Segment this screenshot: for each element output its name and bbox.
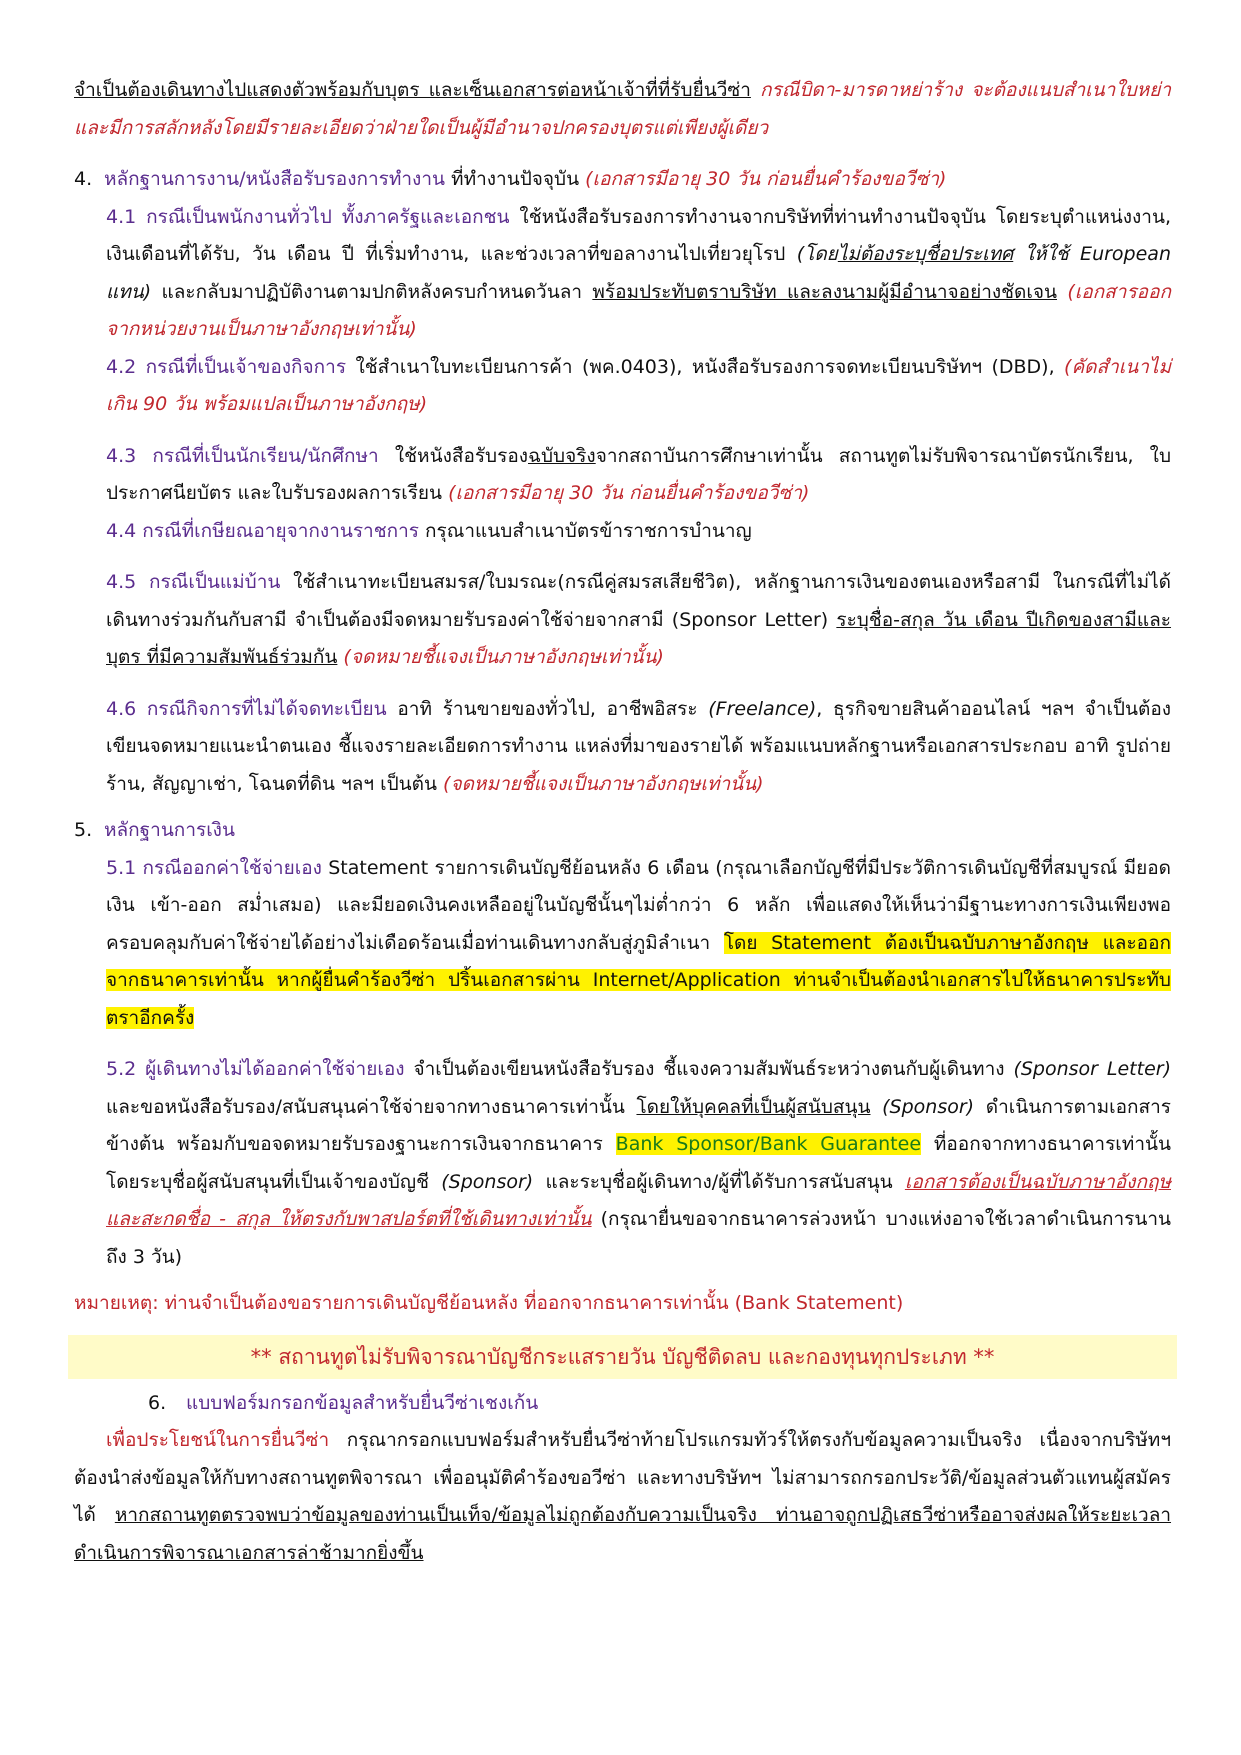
section-6-warning: หากสถานทูตตรวจพบว่าข้อมูลของท่านเป็นเท็จ/ข้อมูลไม่ถูกต้องกับความเป็นจริง ท่านอาจถูกปฏิเสธวีซ่าหรืออาจส่งผลให้ระยะเวลาดำเนินการพิจารณาเอกสารล่าช้ามากยิ่งขึ้น xyxy=(74,1504,1172,1564)
embassy-notice-box: ** สถานทูตไม่รับพิจารณาบัญชีกระแสรายวัน บัญชีติดลบ และกองทุนทุกประเภท ** xyxy=(68,1335,1177,1379)
item-5-1-highlight: โดย Statement ต้องเป็นฉบับภาษาอังกฤษ และออกจากธนาคารเท่านั้น หากผู้ยื่นคำร้องวีซ่า ปริ้นเอกสารผ่าน Internet/Application ท่านจำเป็นต้องนำเอกสารไปให้ธนาคารประทับตราอีกครั้ง xyxy=(106,931,1171,1029)
item-4-3-label: 4.3 กรณีที่เป็นนักเรียน/นักศึกษา xyxy=(106,444,379,467)
remark-line: หมายเหตุ: ท่านจำเป็นต้องขอรายการเดินบัญชีย้อนหลัง ที่ออกจากธนาคารเท่านั้น (Bank Statement) xyxy=(74,1292,904,1314)
section-6-title: แบบฟอร์มกรอกข้อมูลสำหรับยื่นวีซ่าเชงเก้น xyxy=(186,1391,539,1414)
section-5-heading xyxy=(74,812,1171,850)
section-6-number: 6. xyxy=(148,1391,167,1414)
item-5-1: 5.1 กรณีออกค่าใช้จ่ายเอง Statement รายการเดินบัญชีย้อนหลัง 6 เดือน (กรุณาเลือกบัญชีที่มีประวัติการเดินบัญชีที่สมบูรณ์ มียอดเงิน เข้า-ออก สม่ำเสมอ) และมียอดเงินคงเหลืออยู่ในบัญชีนั้นๆไม่ต่ำกว่า 6 หลัก เพื่อแสดงให้เห็นว่ามีฐานะทางการเงินเพียงพอ ครอบคลุมกับค่าใช้จ่ายได้อย่างไม่เดือดร้อนเมื่อท่านเดินทางกลับสู่ภูมิลำเนา โดย Statement ต้องเป็นฉบับภาษาอังกฤษ และออกจากธนาคารเท่านั้น หากผู้ยื่นคำร้องวีซ่า ปริ้นเอกสารผ่าน Internet/Application ท่านจำเป็นต้องนำเอกสารไปให้ธนาคารประทับตราอีกครั้ง xyxy=(106,856,1171,1029)
item-4-4: 4.4 กรณีที่เกษียณอายุจากงานราชการ กรุณาแนบสำเนาบัตรข้าราชการบำนาญ xyxy=(106,519,752,542)
section-6-paragraph: เพื่อประโยชน์ในการยื่นวีซ่า กรุณากรอกแบบฟอร์มสำหรับยื่นวีซ่าท้ายโปรแกรมทัวร์ให้ตรงกับข้อมูลความเป็นจริง เนื่องจากบริษัทฯ ต้องนำส่งข้อมูลให้กับทางสถานทูตพิจารณา เพื่ออนุมัติคำร้องขอวีซ่า และทางบริษัทฯ ไม่สามารถกรอกประวัติ/ข้อมูลส่วนตัวแทนผู้สมัครได้ หากสถานทูตตรวจพบว่าข้อมูลของท่านเป็นเท็จ/ข้อมูลไม่ถูกต้องกับความเป็นจริง ท่านอาจถูกปฏิเสธวีซ่าหรืออาจส่งผลให้ระยะเวลาดำเนินการพิจารณาเอกสารล่าช้ามากยิ่งขึ้น xyxy=(74,1429,1172,1564)
bank-guarantee-highlight: Bank Sponsor/Bank Guarantee xyxy=(615,1133,922,1155)
item-4-6: 4.6 กรณีกิจการที่ไม่ได้จดทะเบียน อาทิ ร้านขายของทั่วไป, อาชีพอิสระ (Freelance), ธุรกิจขายสินค้าออนไลน์ ฯลฯ จำเป็นต้องเขียนจดหมายแนะนำตนเอง ชี้แจงรายละเอียดการทำงาน แหล่งที่มาของรายได้ พร้อมแนบหลักฐานหรือเอกสารประกอบ อาทิ รูปถ่ายร้าน, สัญญาเช่า, โฉนดที่ดิน ฯลฯ เป็นต้น (จดหมายชี้แจงเป็นภาษาอังกฤษเท่านั้น) xyxy=(106,697,1172,795)
passport-name-note: เอกสารต้องเป็นฉบับภาษาอังกฤษ และสะกดชื่อ - สกุล ให้ตรงกับพาสปอร์ตที่ใช้เดินทางเท่านั้น xyxy=(106,1170,1171,1230)
section-6-heading xyxy=(74,1385,1171,1423)
item-4-2-label: 4.2 กรณีที่เป็นเจ้าของกิจการ xyxy=(106,355,347,378)
item-4-5: 4.5 กรณีเป็นแม่บ้าน ใช้สำเนาทะเบียนสมรส/ใบมรณะ(กรณีคู่สมรสเสียชีวิต), หลักฐานการเงินของตนเองหรือสามี ในกรณีที่ไม่ได้เดินทางร่วมกันกับสามี จำเป็นต้องมีจดหมายรับรองค่าใช้จ่ายจากสามี (Sponsor Letter) ระบุชื่อ-สกุล วัน เดือน ปีเกิดของสามีและบุตร ที่มีความสัมพันธ์ร่วมกัน (จดหมายชี้แจงเป็นภาษาอังกฤษเท่านั้น) xyxy=(106,571,1172,668)
section-4-heading: 4. หลักฐานการงาน/หนังสือรับรองการทำงาน ที่ทำงานปัจจุบัน (เอกสารมีอายุ 30 วัน ก่อนยื่นคำร้องขอวีซ่า) xyxy=(74,161,1171,199)
intro-paragraph xyxy=(74,72,1171,147)
item-4-4-label: 4.4 กรณีที่เกษียณอายุจากงานราชการ xyxy=(106,519,419,542)
item-5-1-label: 5.1 กรณีออกค่าใช้จ่ายเอง xyxy=(106,856,322,879)
section-5-title: หลักฐานการเงิน xyxy=(104,819,235,841)
item-4-1: 4.1 กรณีเป็นพนักงานทั่วไป ทั้งภาครัฐและเอกชน ใช้หนังสือรับรองการทำงานจากบริษัทที่ท่านทำงานปัจจุบัน โดยระบุตำแหน่งงาน, เงินเดือนที่ได้รับ, วัน เดือน ปี ที่เริ่มทำงาน, และช่วงเวลาที่ขอลางานไปเที่ยวยุโรป (โดยไม่ต้องระบุชื่อประเทศ ให้ใช้ European แทน) และกลับมาปฏิบัติงานตามปกติหลังครบกำหนดวันลา พร้อมประทับตราบริษัท และลงนามผู้มีอำนาจอย่างชัดเจน (เอกสารออกจากหน่วยงานเป็นภาษาอังกฤษเท่านั้น) xyxy=(106,205,1171,340)
item-4-5-label: 4.5 กรณีเป็นแม่บ้าน xyxy=(106,571,281,593)
section-4-number: 4. xyxy=(74,168,93,190)
section-6-label: เพื่อประโยชน์ในการยื่นวีซ่า xyxy=(106,1429,330,1451)
item-4-3: 4.3 กรณีที่เป็นนักเรียน/นักศึกษา ใช้หนังสือรับรองฉบับจริงจากสถาบันการศึกษาเท่านั้น สถานทูตไม่รับพิจารณาบัตรนักเรียน, ใบประกาศนียบัตร และใบรับรองผลการเรียน (เอกสารมีอายุ 30 วัน ก่อนยื่นคำร้องขอวีซ่า) xyxy=(106,444,1172,504)
item-5-2-label: 5.2 ผู้เดินทางไม่ได้ออกค่าใช้จ่ายเอง xyxy=(106,1058,405,1080)
intro-requirement: จำเป็นต้องเดินทางไปแสดงตัวพร้อมกับบุตร และเซ็นเอกสารต่อหน้าเจ้าที่ที่รับยื่นวีซ่า xyxy=(74,79,751,101)
section-5-number: 5. xyxy=(74,819,93,841)
section-4-title: หลักฐานการงาน/หนังสือรับรองการทำงาน xyxy=(104,168,445,190)
item-4-1-label: 4.1 กรณีเป็นพนักงานทั่วไป ทั้งภาครัฐและเอกชน xyxy=(106,205,510,228)
intro-divorce-note: กรณีบิดา-มารดาหย่าร้าง จะต้องแนบสำเนาใบหย่า และมีการสลักหลังโดยมีรายละเอียดว่าฝ่ายใดเป็นผู้มีอำนาจปกครองบุตรแต่เพียงผู้เดียว xyxy=(74,79,1171,139)
item-4-6-label: 4.6 กรณีกิจการที่ไม่ได้จดทะเบียน xyxy=(106,697,387,720)
item-5-2: 5.2 ผู้เดินทางไม่ได้ออกค่าใช้จ่ายเอง จำเป็นต้องเขียนหนังสือรับรอง ชี้แจงความสัมพันธ์ระหว่างตนกับผู้เดินทาง (Sponsor Letter) และขอหนังสือรับรอง/สนับสนุนค่าใช้จ่ายจากทางธนาคารเท่านั้น โดยให้บุคคลที่เป็นผู้สนับสนุน (Sponsor) ดำเนินการตามเอกสารข้างต้น พร้อมกับขอจดหมายรับรองฐานะการเงินจากธนาคาร Bank Sponsor/Bank Guarantee ที่ออกจากทางธนาคารเท่านั้น โดยระบุชื่อผู้สนับสนุนที่เป็นเจ้าของบัญชี (Sponsor) และระบุชื่อผู้เดินทาง/ผู้ที่ได้รับการสนับสนุน เอกสารต้องเป็นฉบับภาษาอังกฤษ และสะกดชื่อ - สกุล ให้ตรงกับพาสปอร์ตที่ใช้เดินทางเท่านั้น (กรุณายื่นขอจากธนาคารล่วงหน้า บางแห่งอาจใช้เวลาดำเนินการนานถึง 3 วัน) xyxy=(106,1058,1171,1268)
item-4-2: 4.2 กรณีที่เป็นเจ้าของกิจการ ใช้สำเนาใบทะเบียนการค้า (พค.0403), หนังสือรับรองการจดทะเบียนบริษัทฯ (DBD), (คัดสำเนาไม่เกิน 90 วัน พร้อมแปลเป็นภาษาอังกฤษ) xyxy=(106,355,1171,415)
